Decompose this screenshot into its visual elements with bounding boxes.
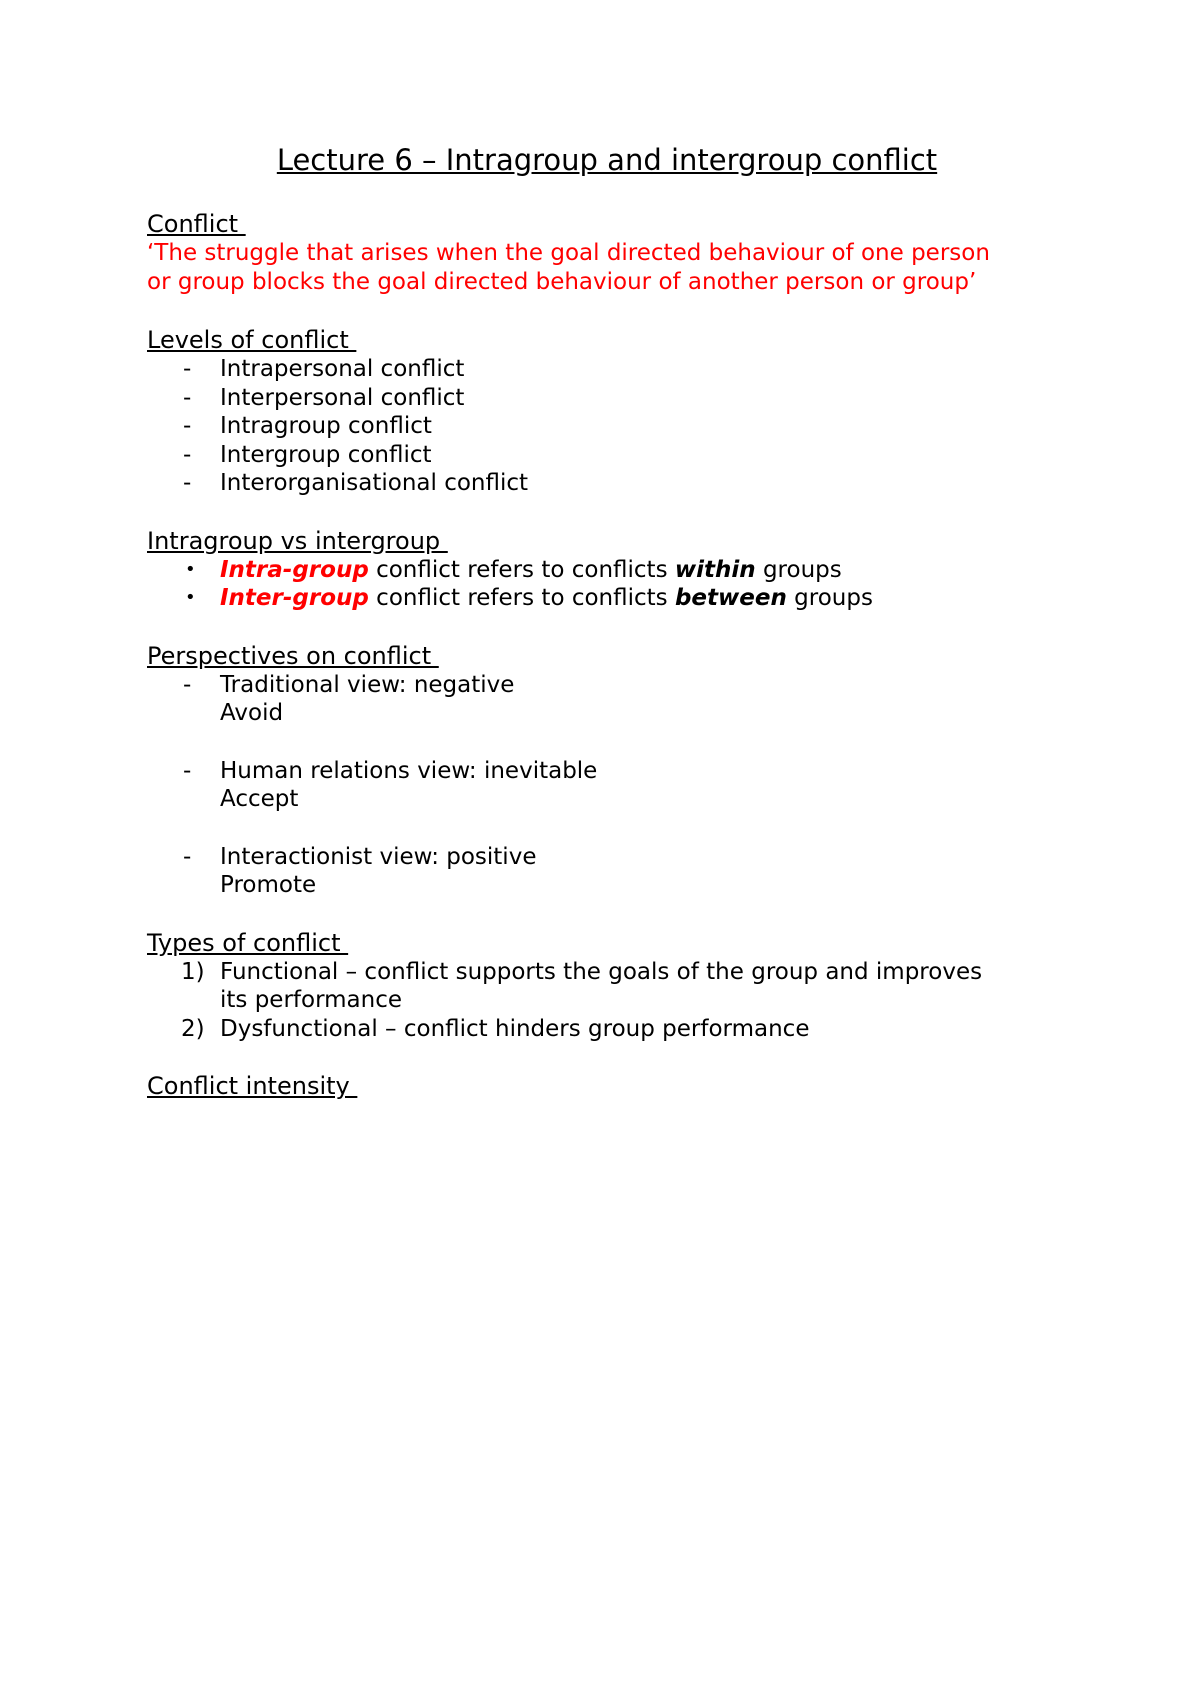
number-marker: 1) xyxy=(181,958,205,985)
level-label: Intergroup conflict xyxy=(220,441,432,468)
list-item xyxy=(147,355,1067,384)
spacer xyxy=(220,814,1067,843)
dash-marker: - xyxy=(183,356,192,382)
intensity-section xyxy=(147,1072,1067,1101)
intra-group-term: Intra-group xyxy=(220,556,369,583)
perspective-action: Avoid xyxy=(220,700,284,726)
list-item xyxy=(147,671,1067,757)
definition-text: conflict refers to conflicts xyxy=(368,556,675,583)
type-line-1: Functional – conflict supports the goals of the group and improves xyxy=(220,958,983,985)
emphasis-within: within xyxy=(674,556,756,583)
definition-end: groups xyxy=(755,556,842,583)
list-item xyxy=(147,441,1067,470)
list-item xyxy=(147,412,1067,441)
types-heading: Types of conflict xyxy=(147,928,349,957)
dash-marker: - xyxy=(183,757,192,784)
dash-marker: - xyxy=(183,470,192,496)
dash-marker: - xyxy=(183,843,192,870)
inter-group-term: Inter-group xyxy=(220,585,369,611)
intra-vs-inter-list xyxy=(147,556,1067,613)
dash-marker: - xyxy=(183,413,192,439)
conflict-heading: Conflict xyxy=(147,210,246,238)
definition-end: groups xyxy=(786,585,873,611)
list-item xyxy=(147,556,1067,585)
perspective-action: Accept xyxy=(220,786,299,812)
levels-section xyxy=(147,326,1067,498)
intensity-heading: Conflict intensity xyxy=(147,1072,358,1100)
list-item xyxy=(147,1015,1067,1044)
perspectives-list xyxy=(147,671,1067,900)
document-page xyxy=(147,140,1067,1130)
intra-vs-inter-heading: Intragroup vs intergroup xyxy=(147,526,448,555)
bullet-icon: • xyxy=(185,558,196,580)
list-item xyxy=(147,757,1067,843)
type-line-2: its performance xyxy=(220,987,403,1013)
levels-heading: Levels of conflict xyxy=(147,326,357,354)
level-label: Intrapersonal conflict xyxy=(220,356,465,382)
level-label: Interorganisational conflict xyxy=(220,470,529,496)
page-title: Lecture 6 – Intragroup and intergroup conflict xyxy=(276,143,938,177)
level-label: Intragroup conflict xyxy=(220,413,432,439)
perspective-view: Human relations view: inevitable xyxy=(220,757,598,784)
list-item xyxy=(147,843,1067,900)
spacer xyxy=(220,728,1067,757)
conflict-definition-line-2: or group blocks the goal directed behaviour of another person or group’ xyxy=(147,269,977,295)
list-item xyxy=(147,384,1067,413)
bullet-icon: • xyxy=(185,587,196,608)
conflict-definition-line-1: ‘The struggle that arises when the goal directed behaviour of one person xyxy=(147,240,990,266)
list-item xyxy=(147,584,1067,613)
perspectives-heading: Perspectives on conflict xyxy=(147,641,439,670)
types-list xyxy=(147,958,1067,1044)
dash-marker: - xyxy=(183,384,192,411)
number-marker: 2) xyxy=(181,1015,205,1042)
dash-marker: - xyxy=(183,671,192,698)
emphasis-between: between xyxy=(674,585,787,611)
level-label: Interpersonal conflict xyxy=(220,384,465,411)
perspective-view: Traditional view: negative xyxy=(220,671,515,698)
types-section xyxy=(147,929,1067,1044)
intra-vs-inter-section xyxy=(147,527,1067,613)
levels-list xyxy=(147,355,1067,498)
perspective-action: Promote xyxy=(220,872,317,898)
dash-marker: - xyxy=(183,441,192,468)
definition-text: conflict refers to conflicts xyxy=(368,585,675,611)
list-item xyxy=(147,469,1067,498)
perspective-view: Interactionist view: positive xyxy=(220,843,537,870)
perspectives-section xyxy=(147,642,1067,900)
type-line-1: Dysfunctional – conflict hinders group performance xyxy=(220,1015,810,1042)
list-item xyxy=(147,958,1067,1015)
conflict-section xyxy=(147,210,1067,297)
